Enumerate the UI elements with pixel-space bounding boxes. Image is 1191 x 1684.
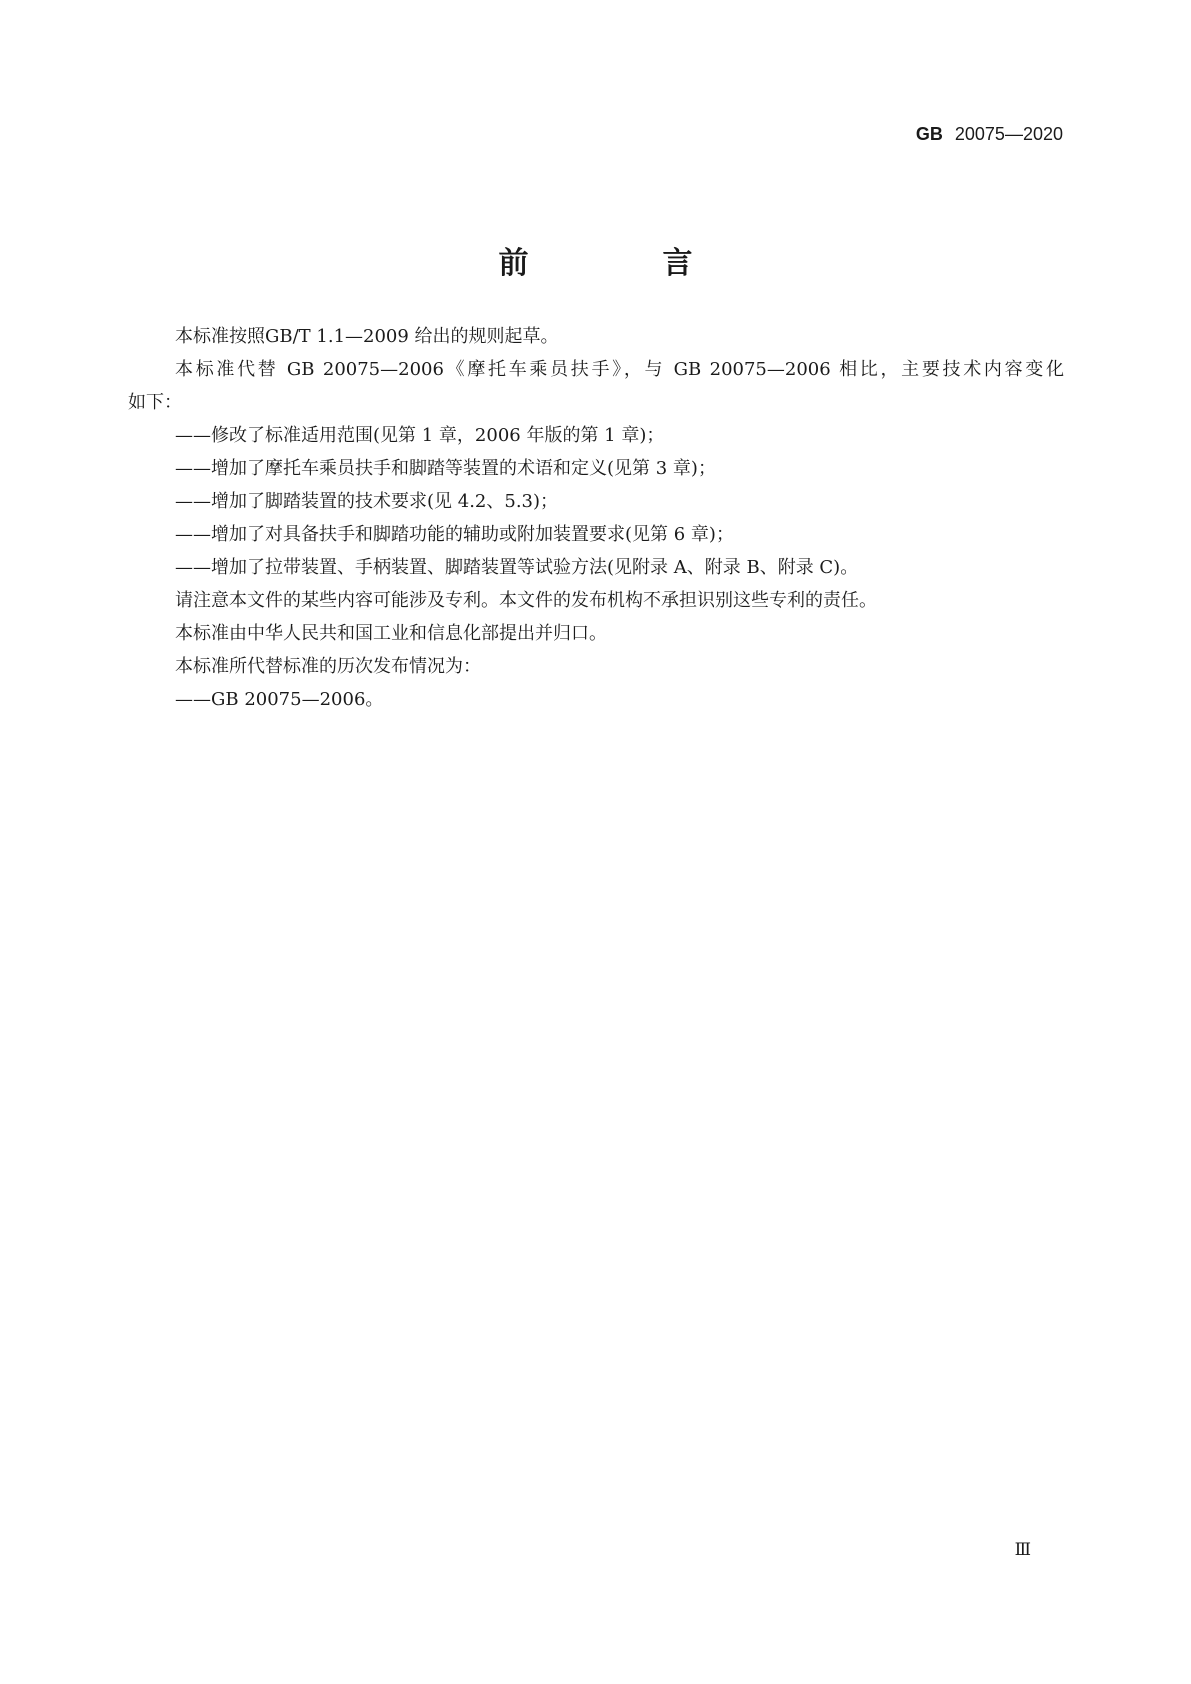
foreword-body (128, 320, 1064, 716)
paragraph-replacement-line1: 本标准代替 GB 20075—2006《摩托车乘员扶手》，与 GB 20075—2006 相比，主要技术内容变化 (175, 359, 1064, 380)
list-item: ——增加了拉带装置、手柄装置、脚踏装置等试验方法(见附录 A、附录 B、附录 C)。 (175, 557, 859, 578)
standard-code-header (916, 124, 1063, 145)
history-list (128, 683, 1064, 716)
paragraph-proposer: 本标准由中华人民共和国工业和信息化部提出并归口。 (175, 623, 607, 644)
list-item: ——增加了对具备扶手和脚踏功能的辅助或附加装置要求(见第 6 章)； (175, 524, 734, 545)
paragraph-patent-notice: 请注意本文件的某些内容可能涉及专利。本文件的发布机构不承担识别这些专利的责任。 (175, 590, 877, 611)
changes-list (128, 419, 1064, 584)
list-item: ——增加了摩托车乘员扶手和脚踏等装置的术语和定义(见第 3 章)； (175, 458, 716, 479)
paragraph-replacement-line2: 如下： (128, 392, 182, 413)
paragraph-history-intro: 本标准所代替标准的历次发布情况为： (175, 656, 481, 677)
paragraph-drafting-rules: 本标准按照GB/T 1.1—2009 给出的规则起草。 (175, 326, 559, 347)
standard-number: 20075—2020 (954, 124, 1063, 144)
standard-prefix: GB (915, 124, 943, 144)
list-item: ——增加了脚踏装置的技术要求(见 4.2、5.3)； (175, 491, 559, 512)
page-number: Ⅲ (1014, 1540, 1031, 1560)
page-title: 前 言 (498, 246, 745, 282)
list-item: ——GB 20075—2006。 (175, 689, 384, 710)
list-item: ——修改了标准适用范围(见第 1 章，2006 年版的第 1 章)； (175, 425, 665, 446)
